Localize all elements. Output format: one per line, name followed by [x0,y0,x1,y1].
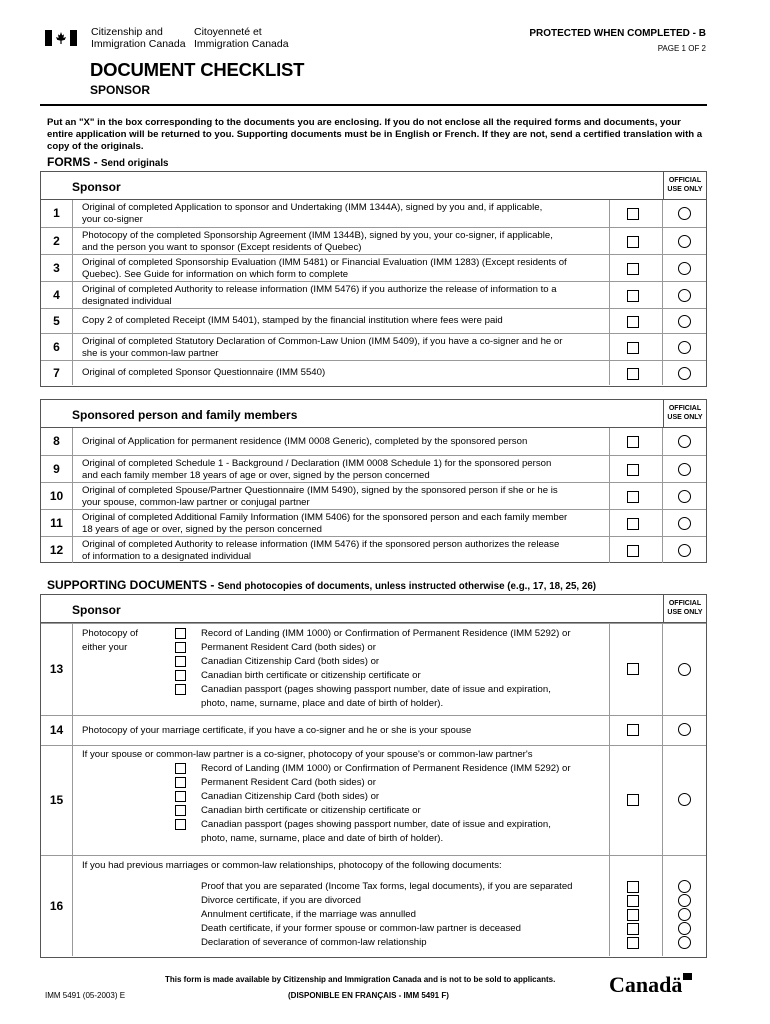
enclosed-checkbox[interactable] [627,236,639,248]
checklist-row-6 [41,333,706,360]
checklist-row-11 [41,509,706,536]
section-title: Sponsor [72,180,121,194]
page-subtitle: SPONSOR [90,83,151,97]
official-use-label: OFFICIAL USE ONLY [663,595,706,622]
option-checkbox[interactable] [175,805,186,816]
option-text: Permanent Resident Card (both sides) or [201,642,376,653]
enclosed-checkbox[interactable] [627,663,639,675]
official-use-circle [678,289,691,302]
form-number: IMM 5491 (05-2003) E [45,991,126,1000]
item-number: 13 [41,624,73,715]
enclosed-checkbox[interactable] [627,724,639,736]
item-description: Original of completed Sponsorship Evaluation (IMM 5481) or Financial Evaluation (IMM 1283) (Except residents of Quebec). See Guide for information on which form to complete [82,257,567,280]
section-header [41,400,706,428]
item-description: Original of completed Schedule 1 - Background / Declaration (IMM 0008 Schedule 1) for the sponsored person and each family member 18 years of age or over, signed by the person concerned [82,458,552,481]
item-description: If you had previous marriages or common-law relationships, photocopy of the following documents: [82,860,502,871]
official-use-circle [678,262,691,275]
item-description: If your spouse or common-law partner is a co-signer, photocopy of your spouse's or common-law partner's [82,749,533,760]
official-use-circle [678,880,691,893]
option-text: photo, name, surname, place and date of birth of holder). [201,833,444,844]
item-description: Photocopy of the completed Sponsorship Agreement (IMM 1344B), signed by you, your co-signer, if applicable, and the person you want to sponsor (Except residents of Quebec) [82,230,553,253]
checklist-row-8 [41,428,706,455]
enclosed-checkbox[interactable] [627,290,639,302]
enclosed-checkbox[interactable] [627,208,639,220]
option-text: Annulment certificate, if the marriage was annulled [201,909,416,920]
enclosed-checkbox[interactable] [627,545,639,557]
item-description: Original of completed Spouse/Partner Questionnaire (IMM 5490), signed by the sponsored person if she or he is your spouse, common-law partner or conjugal partner [82,485,558,508]
option-text: Death certificate, if your former spouse or common-law partner is deceased [201,923,521,934]
item-description: Original of completed Authority to release information (IMM 5476) if the sponsored person authorizes the release of information to a designated individual [82,539,560,562]
french-availability-note: (DISPONIBLE EN FRANÇAIS - IMM 5491 F) [288,991,449,1000]
department-name-english: Citizenship and Immigration Canada [91,26,186,50]
official-use-circle [678,663,691,676]
enclosed-checkbox[interactable] [627,923,639,935]
checklist-row-16 [41,855,706,956]
item-description: Original of completed Authority to release information (IMM 5476) if you authorize the release of information to a designated individual [82,284,557,307]
forms-heading: FORMS - Send originals [47,155,169,169]
section-title: Sponsor [72,603,121,617]
option-text: Canadian Citizenship Card (both sides) or [201,791,380,802]
enclosed-checkbox[interactable] [627,895,639,907]
checklist-row-13 [41,623,706,715]
enclosed-checkbox[interactable] [627,491,639,503]
official-use-circle [678,463,691,476]
section-title: Sponsored person and family members [72,408,298,422]
enclosed-checkbox[interactable] [627,368,639,380]
official-use-circle [678,908,691,921]
official-use-circle [678,367,691,380]
official-use-circle [678,207,691,220]
option-text: photo, name, surname, place and date of birth of holder). [201,698,444,709]
checklist-row-12 [41,536,706,563]
option-text: Record of Landing (IMM 1000) or Confirmation of Permanent Residence (IMM 5292) or [201,628,571,639]
enclosed-checkbox[interactable] [627,518,639,530]
option-text: Permanent Resident Card (both sides) or [201,777,376,788]
item-number: 15 [41,746,73,855]
official-use-circle [678,793,691,806]
canada-flag-icon [683,973,692,980]
enclosed-checkbox[interactable] [627,881,639,893]
section-header [41,172,706,200]
option-text: Divorce certificate, if you are divorced [201,895,361,906]
official-use-circle [678,517,691,530]
option-text: Proof that you are separated (Income Tax forms, legal documents), if you are separated [201,881,573,892]
official-use-circle [678,723,691,736]
official-use-circle [678,544,691,557]
official-use-circle [678,435,691,448]
checklist-row-9 [41,455,706,482]
checklist-row-10 [41,482,706,509]
item-number: 5 [41,309,73,333]
official-use-circle [678,894,691,907]
option-checkbox[interactable] [175,791,186,802]
enclosed-checkbox[interactable] [627,909,639,921]
enclosed-checkbox[interactable] [627,436,639,448]
item-number: 16 [41,856,73,956]
enclosed-checkbox[interactable] [627,937,639,949]
enclosed-checkbox[interactable] [627,342,639,354]
supporting-documents-table [40,594,707,958]
option-text: Canadian birth certificate or citizenship certificate or [201,805,421,816]
checklist-row-4 [41,281,706,308]
enclosed-checkbox[interactable] [627,794,639,806]
item-number: 8 [41,428,73,455]
official-use-circle [678,235,691,248]
checklist-row-14 [41,715,706,745]
option-checkbox[interactable] [175,656,186,667]
item-number: 7 [41,361,73,385]
option-checkbox[interactable] [175,819,186,830]
item-description: Original of completed Additional Family Information (IMM 5406) for the sponsored person and each family member 18 years of age or over, signed by the person concerned [82,512,568,535]
option-text: Canadian birth certificate or citizenship certificate or [201,670,421,681]
item-number: 1 [41,200,73,227]
canada-wordmark: Canadä [609,972,692,998]
item-description: Original of completed Statutory Declaration of Common-Law Union (IMM 5409), if you have a co-signer and he or she is your common-law partner [82,336,563,359]
official-use-label: OFFICIAL USE ONLY [663,172,706,199]
enclosed-checkbox[interactable] [627,464,639,476]
item-number: 3 [41,255,73,281]
option-checkbox[interactable] [175,642,186,653]
protected-label: PROTECTED WHEN COMPLETED - B [529,28,706,39]
item-number: 14 [41,716,73,745]
department-name-french: Citoyenneté et Immigration Canada [194,26,289,50]
option-text: Canadian passport (pages showing passport number, date of issue and expiration, [201,684,551,695]
option-checkbox[interactable] [175,670,186,681]
option-text: Canadian Citizenship Card (both sides) or [201,656,380,667]
option-text: Declaration of severance of common-law relationship [201,937,427,948]
item-number: 9 [41,456,73,482]
checklist-row-3 [41,254,706,281]
item-description: Copy 2 of completed Receipt (IMM 5401), stamped by the financial institution where fees were paid [82,315,503,326]
footer-note: This form is made available by Citizenship and Immigration Canada and is not to be sold to applicants. [165,975,556,984]
page-number: PAGE 1 OF 2 [657,44,706,53]
option-checkbox[interactable] [175,684,186,695]
official-use-circle [678,922,691,935]
instructions: Put an "X" in the box corresponding to the documents you are enclosing. If you do not enclose all the required forms and documents, your entire application will be returned to you. Supporting documents must be in English or French. If they are not, send a certified translation with a copy of the originals. [47,117,703,152]
header-divider [40,104,707,106]
checklist-row-7 [41,360,706,385]
option-text: Canadian passport (pages showing passport number, date of issue and expiration, [201,819,551,830]
checklist-row-5 [41,308,706,333]
option-checkbox[interactable] [175,628,186,639]
page-title: DOCUMENT CHECKLIST [90,59,305,80]
sponsor-forms-table [40,171,707,387]
item-description: Original of Application for permanent residence (IMM 0008 Generic), completed by the sponsored person [82,435,528,447]
checklist-row-2 [41,227,706,254]
item-number: 11 [41,510,73,536]
checklist-row-15 [41,745,706,855]
option-text: Record of Landing (IMM 1000) or Confirmation of Permanent Residence (IMM 5292) or [201,763,571,774]
item-label: Photocopy of either your [82,628,139,653]
enclosed-checkbox[interactable] [627,263,639,275]
item-number: 10 [41,483,73,509]
item-number: 2 [41,228,73,254]
official-use-circle [678,341,691,354]
section-header [41,595,706,623]
enclosed-checkbox[interactable] [627,316,639,328]
item-description: Photocopy of your marriage certificate, if you have a co-signer and he or she is your spouse [82,724,472,736]
option-checkbox[interactable] [175,763,186,774]
official-use-label: OFFICIAL USE ONLY [663,400,706,427]
checklist-row-1 [41,200,706,227]
item-number: 12 [41,537,73,563]
item-description: Original of completed Sponsor Questionnaire (IMM 5540) [82,367,326,378]
item-number: 4 [41,282,73,308]
sponsored-person-table [40,399,707,563]
item-description: Original of completed Application to sponsor and Undertaking (IMM 1344A), signed by you and, if applicable, your co-signer [82,202,543,225]
canada-flag-icon [45,30,77,46]
item-number: 6 [41,334,73,360]
supporting-documents-heading: SUPPORTING DOCUMENTS - Send photocopies of documents, unless instructed otherwise (e.g., 17, 18, 25, 26) [47,578,597,592]
official-use-circle [678,315,691,328]
option-checkbox[interactable] [175,777,186,788]
official-use-circle [678,490,691,503]
official-use-circle [678,936,691,949]
